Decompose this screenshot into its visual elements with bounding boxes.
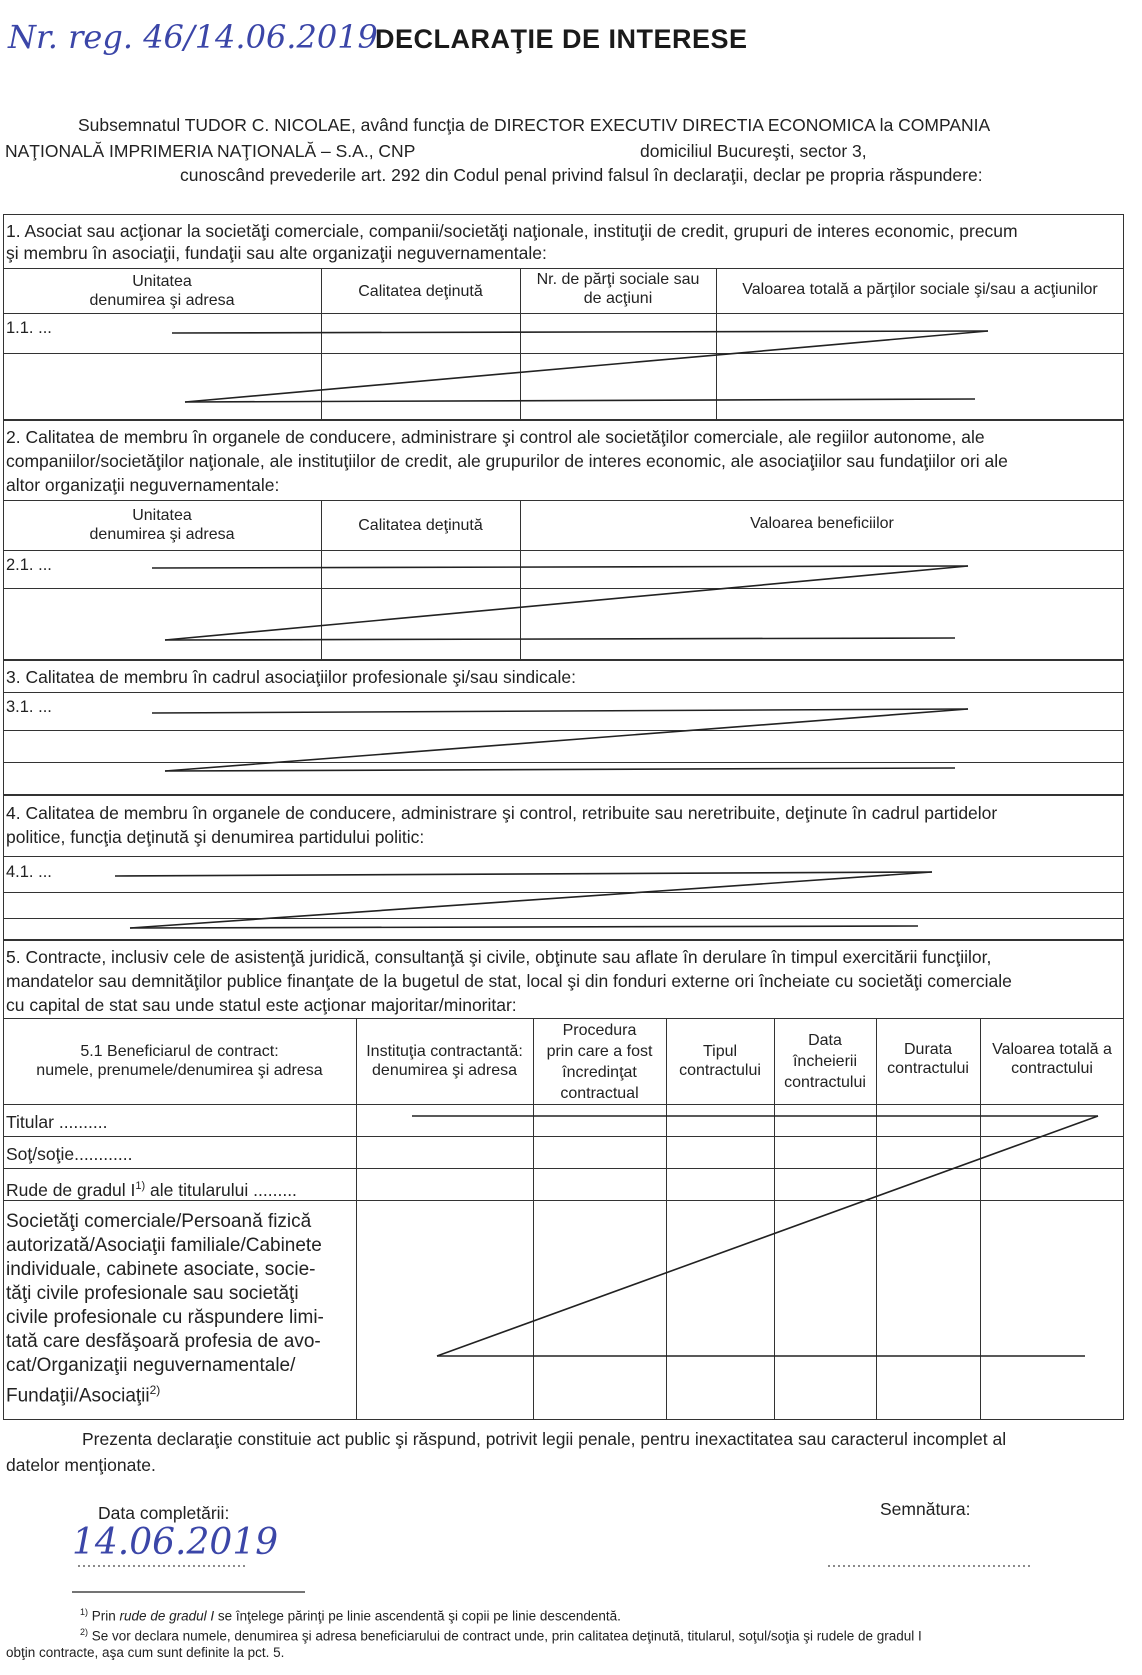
s5-col-data xyxy=(774,1030,876,1093)
s5-col-valoarea-line1: Valoarea totală a xyxy=(992,1041,1112,1058)
footnote-2-text-1: Se vor declara numele, denumirea şi adresa beneficiarului de contract unde, prin calitatea deţinută, titularul, soţul/soţia şi rudele de gradul I xyxy=(91,1628,922,1644)
s5-col-institutia xyxy=(356,1042,533,1080)
s5-col-beneficiar-line1: 5.1 Beneficiarul de contract: xyxy=(80,1043,279,1060)
page-title: DECLARAŢIE DE INTERESE xyxy=(375,24,748,54)
intro-line-1: Subsemnatul TUDOR C. NICOLAE, având funcţia de DIRECTOR EXECUTIV DIRECTIA ECONOMICA la COMPANIA xyxy=(78,115,991,135)
s2-col-unitate-line1: Unitatea xyxy=(132,507,192,524)
s5-col-valoarea xyxy=(980,1040,1124,1078)
section-2-heading-3: altor organizaţii neguvernamentale: xyxy=(6,475,280,495)
s5-col-tipul-line1: Tipul xyxy=(702,1043,738,1060)
s3-row-1: 3.1. ... xyxy=(6,698,52,716)
s1-row-1: 1.1. ... xyxy=(6,319,52,337)
s5-col-procedura-line2: prin care a fost xyxy=(546,1043,653,1060)
s5-row-rude-sup: 1) xyxy=(135,1180,146,1192)
s5-col-durata-line1: Durata xyxy=(903,1041,953,1058)
signature-label: Semnătura: xyxy=(880,1499,971,1519)
s5-col-institutia-line1: Instituţia contractantă: xyxy=(366,1043,523,1060)
date-label: Data completării: xyxy=(98,1503,230,1523)
s5-col-tipul-line2: contractului xyxy=(679,1062,761,1079)
s2-row-1: 2.1. ... xyxy=(6,556,52,574)
s5-row-rude-label: Rude de gradul I xyxy=(6,1179,136,1200)
footnote-2-sup: 2) xyxy=(80,1627,89,1637)
s5-soc-line-7: cat/Organizaţii neguvernamentale/ xyxy=(6,1355,296,1376)
intro-line-2b: domiciliul Bucureşti, sector 3, xyxy=(640,141,867,161)
intro-line-3: cunoscând prevederile art. 292 din Codul penal privind falsul în declaraţii, declar pe propria răspundere: xyxy=(180,165,983,185)
s5-soc-line-8: Fundaţii/Asociaţii xyxy=(6,1385,150,1407)
s5-soc-line-4: tăţi civile profesionale sau societăţi xyxy=(6,1283,299,1304)
section-5-heading-3: cu capital de stat sau unde statul este acţionar majoritar/minoritar: xyxy=(6,995,517,1015)
section-5-heading-2: mandatelor sau demnităţilor publice finanţate de la bugetul de stat, local şi din fonduri externe ori încheiate cu societăţi comerciale xyxy=(6,971,1012,991)
s1-col-parti-line2: de acţiuni xyxy=(583,290,653,307)
footnote-2-line-1 xyxy=(80,1624,922,1645)
intro-line-2a: NAŢIONALĂ IMPRIMERIA NAŢIONALĂ – S.A., CNP xyxy=(5,141,416,161)
s2-col-calitatea: Calitatea deţinută xyxy=(358,517,483,534)
s5-row-societati xyxy=(6,1210,324,1408)
s5-soc-line-1: Societăţi comerciale/Persoană fizică xyxy=(6,1211,312,1232)
s5-col-procedura-line3: încredinţat xyxy=(562,1064,637,1081)
s5-col-procedura-line4: contractual xyxy=(560,1085,639,1102)
s5-row-sot: Soţ/soţie............ xyxy=(6,1144,133,1164)
s5-col-beneficiar-line2: numele, prenumele/denumirea şi adresa xyxy=(36,1062,323,1079)
closing-line-1: Prezenta declaraţie constituie act public şi răspund, potrivit legii penale, pentru inexactitatea sau caracterul incomplet al xyxy=(82,1429,1007,1449)
footnote-1-a: Prin xyxy=(91,1608,120,1624)
s5-col-durata xyxy=(876,1040,980,1078)
footnote-1-em: rude de gradul I xyxy=(119,1608,215,1624)
s5-col-institutia-line2: denumirea şi adresa xyxy=(372,1062,517,1079)
s2-col-valoarea: Valoarea beneficiilor xyxy=(750,515,894,532)
s5-col-tipul xyxy=(666,1042,774,1080)
s5-col-beneficiar xyxy=(3,1042,356,1080)
s4-row-1: 4.1. ... xyxy=(6,863,52,881)
s5-soc-line-5: civile profesionale cu răspundere limi- xyxy=(6,1307,324,1328)
section-1-heading-1: 1. Asociat sau acţionar la societăţi comerciale, companii/societăţi naţionale, instituţii de credit, grupuri de interes economic, precum xyxy=(6,221,1018,241)
s1-col-unitate-line2: denumirea şi adresa xyxy=(89,292,235,309)
footnote-1 xyxy=(80,1604,621,1625)
s5-col-data-line2: încheierii xyxy=(792,1053,858,1070)
s1-col-valoarea: Valoarea totală a părţilor sociale şi/sau a acţiunilor xyxy=(742,281,1098,298)
s2-col-unitate xyxy=(3,506,321,544)
section-1-heading-2: şi membru în asociaţii, fundaţii sau alte organizaţii neguvernamentale: xyxy=(6,243,547,263)
section-4-heading-2: politice, funcţia deţinută şi denumirea partidului politic: xyxy=(6,827,425,847)
s5-soc-sup: 2) xyxy=(149,1383,161,1397)
s5-col-procedura-line1: Procedura xyxy=(562,1022,637,1039)
s5-soc-line-2: autorizată/Asociaţii familiale/Cabinete xyxy=(6,1235,322,1256)
s1-col-parti-sociale xyxy=(520,270,716,308)
closing-line-2: datelor menţionate. xyxy=(6,1455,156,1475)
footnote-1-sup: 1) xyxy=(80,1607,89,1617)
footnote-1-b: se înţelege părinţi pe linie ascendentă şi copii pe linie descendentă. xyxy=(214,1608,621,1624)
s5-row-rude-tail: ale titularului ......... xyxy=(145,1179,297,1200)
s1-col-calitatea: Calitatea deţinută xyxy=(358,283,483,300)
s1-col-parti-line1: Nr. de părţi sociale sau xyxy=(536,271,700,288)
s5-col-durata-line2: contractului xyxy=(887,1060,969,1077)
s5-col-procedura xyxy=(533,1020,666,1104)
s5-soc-line-6: tată care desfăşoară profesia de avo- xyxy=(6,1331,321,1352)
s5-col-valoarea-line2: contractului xyxy=(1011,1060,1093,1077)
section-3-heading: 3. Calitatea de membru în cadrul asociaţiilor profesionale şi/sau sindicale: xyxy=(6,667,577,687)
s5-row-titular: Titular .......... xyxy=(6,1112,108,1132)
s1-col-unitate-line1: Unitatea xyxy=(132,273,192,290)
s5-row-rude xyxy=(6,1175,297,1201)
footnote-2-line-2: obţin contracte, aşa cum sunt definite la pct. 5. xyxy=(6,1645,285,1660)
registration-note: Nr. reg. 46/14.06.2019 xyxy=(8,18,378,56)
section-5-heading-1: 5. Contracte, inclusiv cele de asistenţă juridică, consultanţă şi civile, obţinute sau aflate în derulare în timpul exercitării funcţiilor, xyxy=(6,947,992,967)
s2-col-unitate-line2: denumirea şi adresa xyxy=(89,526,235,543)
s5-col-data-line3: contractului xyxy=(784,1074,866,1091)
section-2-heading-1: 2. Calitatea de membru în organele de conducere, administrare şi control ale societăţilor comerciale, ale regiilor autonome, ale xyxy=(6,427,985,447)
section-4-heading-1: 4. Calitatea de membru în organele de conducere, administrare şi control, retribuite sau neretribuite, deţinute în cadrul partidelor xyxy=(6,803,998,823)
s5-col-data-line1: Data xyxy=(808,1032,842,1049)
date-value: 14.06.2019 xyxy=(72,1522,279,1563)
s1-col-unitate xyxy=(3,272,321,310)
section-2-heading-2: companiilor/societăţilor naţionale, ale instituţiilor de credit, ale grupurilor de interes economic, ale asociaţiilor sau fundaţiilor ori ale xyxy=(6,451,1008,471)
s5-soc-line-3: individuale, cabinete asociate, socie- xyxy=(6,1259,316,1280)
